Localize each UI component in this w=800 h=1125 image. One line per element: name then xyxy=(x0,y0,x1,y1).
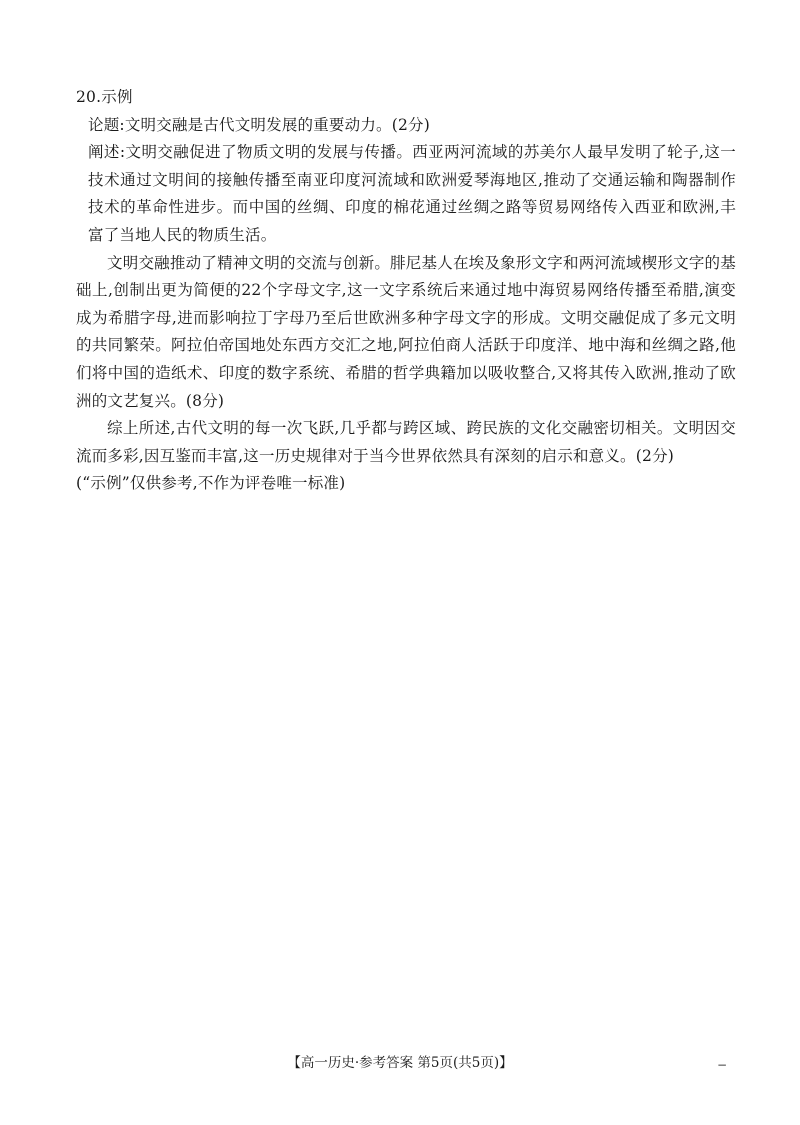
corner-mark: − xyxy=(717,1058,728,1072)
thesis-line: 论题:文明交融是古代文明发展的重要动力。(2分) xyxy=(88,115,430,134)
conclusion-paragraph: 综上所述,古代文明的每一次飞跃,几乎都与跨区域、跨民族的文化交融密切相关。文明因交流而多彩,因互鉴而丰富,这一历史规律对于当今世界依然具有深刻的启示和意义。(2分) xyxy=(76,419,736,465)
elaboration-paragraph-2: 文明交融推动了精神文明的交流与创新。腓尼基人在埃及象形文字和两河流域楔形文字的基础上,创制出更为简便的22个字母文字,这一文字系统后来通过地中海贸易网络传播至希腊,演变成为希腊字母,进而影响拉丁字母乃至后世欧洲多种字母文字的形成。文明交融促成了多元文明的共同繁荣。阿拉伯帝国地处东西方交汇之地,阿拉伯商人活跃于印度洋、地中海和丝绸之路,他们将中国的造纸术、印度的数字系统、希腊的哲学典籍加以吸收整合,又将其传入欧洲,推动了欧洲的文艺复兴。(8分) xyxy=(76,253,736,410)
page-footer: 【高一历史·参考答案 第5页(共5页)】 xyxy=(287,1055,513,1071)
scoring-note: (“示例”仅供参考,不作为评卷唯一标准) xyxy=(76,474,346,493)
answer-content xyxy=(76,84,736,498)
question-number-title: 20.示例 xyxy=(76,88,133,106)
elaboration-paragraph-1: 阐述:文明交融促进了物质文明的发展与传播。西亚两河流域的苏美尔人最早发明了轮子,这一技术通过文明间的接触传播至南亚印度河流域和欧洲爱琴海地区,推动了交通运输和陶器制作技术的革命性进步。而中国的丝绸、印度的棉花通过丝绸之路等贸易网络传入西亚和欧洲,丰富了当地人民的物质生活。 xyxy=(88,143,736,244)
